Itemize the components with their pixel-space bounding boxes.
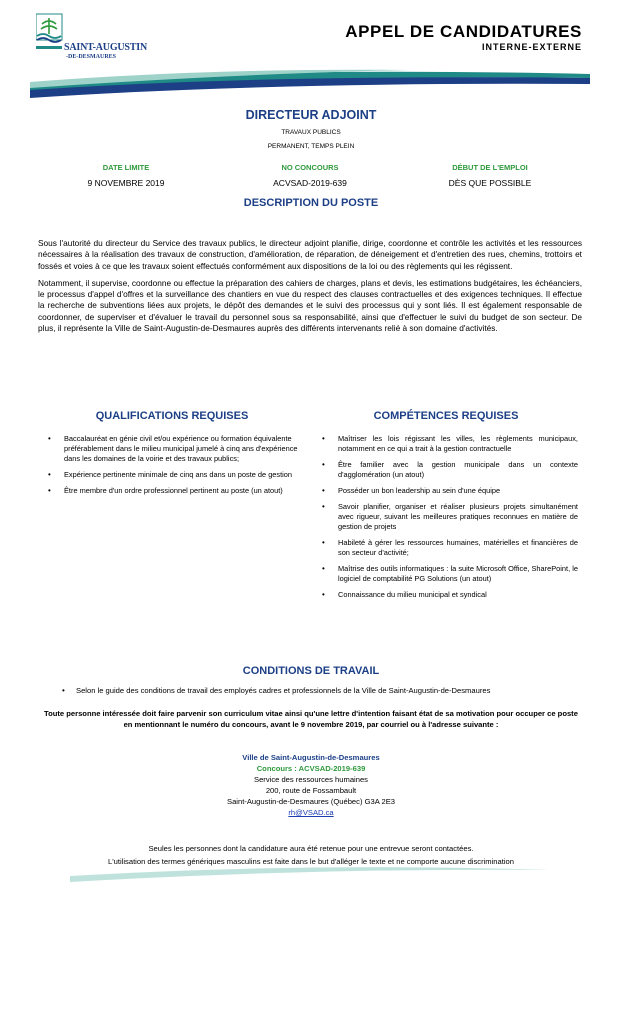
bullet-icon: • xyxy=(48,434,51,443)
job-title: DIRECTEUR ADJOINT xyxy=(245,108,377,122)
competence-text: Connaissance du milieu municipal et syndical xyxy=(338,590,487,599)
condition-text: Selon le guide des conditions de travail des employés cadres et professionnels de la Ville de Saint-Augustin-de-Desmaures xyxy=(76,686,491,695)
description-paragraph: Notamment, il supervise, coordonne ou effectue la préparation des cahiers de charges, plans et devis, les estimations budgétaires, les échéanciers, le processus d'appel d'offres et la surveillance des chantiers en vue du respect des clauses contractuelles et des exigences techniques. Il effectue la recherche de subventions liées aux projets, le dépôt des demandes et le suivi des processus qui y sont liés. Il est également responsable de coordonner, de superviser et d'évaluer le travail du personnel sous sa responsabilité, ainsi que d'effectuer le suivi du budget de son secteur. De plus, il représente la Ville de Saint-Augustin-de-Desmaures auprès des différents intervenants relié à son domaine d'activités. xyxy=(38,277,582,334)
bullet-icon: • xyxy=(322,538,325,547)
footer-swoosh xyxy=(70,862,550,884)
start-date-label: DÉBUT DE L'EMPLOI xyxy=(452,163,528,172)
list-item xyxy=(322,590,578,600)
qualifications-heading: QUALIFICATIONS REQUISES xyxy=(95,410,249,422)
address-service: Service des ressources humaines xyxy=(254,775,368,784)
competence-text: Maîtriser les lois régissant les villes, les règlements municipaux, notamment en ce qui a trait à la gestion contractuelle xyxy=(338,434,578,453)
list-item xyxy=(48,486,306,496)
competences-heading: COMPÉTENCES REQUISES xyxy=(373,410,519,422)
competence-text: Savoir planifier, organiser et réaliser plusieurs projets simultanément avec rigueur, suivant les meilleures pratiques reconnues en matière de gestion de projets xyxy=(338,502,578,531)
address-city: Saint-Augustin-de-Desmaures (Québec) G3A 2E3 xyxy=(227,797,395,806)
page-title: APPEL DE CANDIDATURES xyxy=(345,22,582,41)
bullet-icon: • xyxy=(322,434,325,443)
header-swoosh xyxy=(30,64,590,98)
contest-number-label: NO CONCOURS xyxy=(281,163,339,172)
competence-text: Être familier avec la gestion municipale dans un contexte d'agglomération (un atout) xyxy=(338,460,578,479)
list-item xyxy=(322,434,578,454)
list-item xyxy=(322,502,578,532)
address-organization: Ville de Saint-Augustin-de-Desmaures xyxy=(242,753,380,762)
competence-text: Posséder un bon leadership au sein d'une équipe xyxy=(338,486,501,495)
deadline-label: DATE LIMITE xyxy=(102,163,150,172)
qualification-text: Expérience pertinente minimale de cinq ans dans un poste de gestion xyxy=(64,470,293,479)
bullet-icon: • xyxy=(62,686,65,695)
conditions-heading: CONDITIONS DE TRAVAIL xyxy=(242,665,380,677)
job-department: TRAVAUX PUBLICS xyxy=(281,129,341,136)
logo-subname: -DE-DESMAURES xyxy=(66,54,117,60)
selection-note: Seules les personnes dont la candidature aura été retenue pour une entrevue seront contactées. xyxy=(148,844,474,853)
contest-number-value: ACVSAD-2019-639 xyxy=(273,178,347,188)
logo-name: SAINT-AUGUSTIN xyxy=(64,42,147,53)
email-link[interactable]: rh@VSAD.ca xyxy=(288,808,334,817)
list-item xyxy=(322,538,578,558)
bullet-icon: • xyxy=(322,564,325,573)
competence-text: Maîtrise des outils informatiques : la suite Microsoft Office, SharePoint, le logiciel de comptabilité PG Solutions (un atout) xyxy=(338,564,578,583)
start-date-value: DÈS QUE POSSIBLE xyxy=(448,178,532,188)
description-heading: DESCRIPTION DU POSTE xyxy=(243,197,379,209)
description-paragraph: Sous l'autorité du directeur du Service des travaux publics, le directeur adjoint planifie, dirige, coordonne et contrôle les activités et les ressources nécessaires à la réalisation des travaux de construction, d'amélioration, de réparation, de déneigement et d'entretien des rues, chemins, trottoirs et fossés et voies à ce que les travaux soient effectués conformément aux dispositions de la loi ou des règlements qui les régissent. xyxy=(38,238,582,271)
description-body xyxy=(38,238,582,340)
list-item xyxy=(322,460,578,480)
page-subtitle: INTERNE-EXTERNE xyxy=(481,42,582,52)
gender-disclaimer: L'utilisation des termes génériques masculins est faite dans le but d'alléger le texte et ne comporte aucune discrimination xyxy=(107,857,514,866)
bullet-icon: • xyxy=(322,460,325,469)
qualification-text: Être membre d'un ordre professionnel pertinent au poste (un atout) xyxy=(64,486,283,495)
job-status: PERMANENT, TEMPS PLEIN xyxy=(267,143,355,150)
bullet-icon: • xyxy=(48,486,51,495)
competences-list xyxy=(322,434,578,606)
application-instructions: Toute personne intéressée doit faire parvenir son curriculum vitae ainsi qu'une lettre d'intention faisant état de sa motivation pour occuper ce poste en mentionnant le numéro du concours, avant le 9 novembre 2019, par courriel ou à l'adresse suivante : xyxy=(44,709,578,729)
conditions-list xyxy=(62,686,592,702)
list-item xyxy=(62,686,592,696)
bullet-icon: • xyxy=(322,502,325,511)
bullet-icon: • xyxy=(322,590,325,599)
address-contest: Concours : ACVSAD-2019-639 xyxy=(256,764,366,773)
address-street: 200, route de Fossambault xyxy=(265,786,357,795)
list-item xyxy=(48,434,306,464)
list-item xyxy=(322,564,578,584)
list-item xyxy=(322,486,578,496)
qualifications-list xyxy=(48,434,306,502)
qualification-text: Baccalauréat en génie civil et/ou expérience ou formation équivalente préférablement dans le milieu municipal jumelé à cinq ans d'expérience dans les domaines de la voirie et des travaux publics; xyxy=(64,434,298,463)
competence-text: Habileté à gérer les ressources humaines, matérielles et financières de son secteur d'activité; xyxy=(338,538,578,557)
list-item xyxy=(48,470,306,480)
contact-address xyxy=(0,752,622,818)
deadline-value: 9 NOVEMBRE 2019 xyxy=(87,178,165,188)
bullet-icon: • xyxy=(48,470,51,479)
municipality-logo xyxy=(36,12,148,64)
bullet-icon: • xyxy=(322,486,325,495)
